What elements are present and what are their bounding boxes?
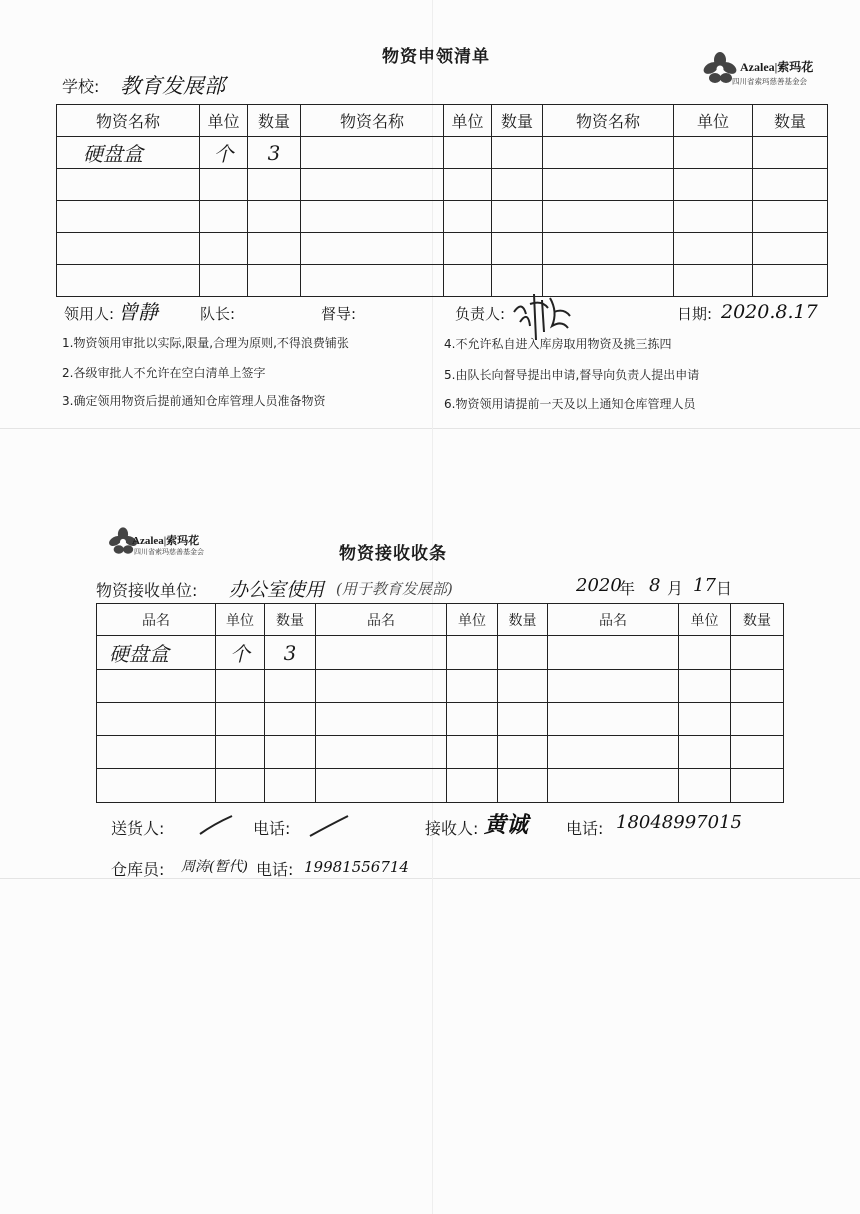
table-cell — [674, 201, 753, 233]
receiving-unit-value: 办公室使用 — [229, 579, 325, 601]
table-cell — [674, 169, 753, 201]
table-cell — [97, 736, 216, 769]
table-header-row — [57, 105, 828, 137]
table-cell — [731, 769, 784, 803]
table-cell — [200, 201, 248, 233]
column-header: 数量 — [498, 604, 548, 636]
deliverer-blank-slash — [196, 812, 236, 838]
table-cell — [679, 769, 731, 803]
fold-line — [0, 428, 860, 429]
deliverer-phone-blank-slash — [306, 812, 352, 840]
receiving-unit-note: (用于教育发展部) — [336, 580, 453, 598]
column-header: 单位 — [200, 105, 248, 137]
table-cell — [753, 201, 828, 233]
table-cell — [447, 769, 498, 803]
applicant-signature: 曾静 — [118, 300, 158, 324]
table-cell — [444, 201, 492, 233]
table-row — [57, 201, 828, 233]
table-cell — [265, 736, 316, 769]
logo-subtitle: 四川省索玛慈善基金会 — [732, 77, 807, 86]
column-header: 数量 — [265, 604, 316, 636]
column-header: 品名 — [316, 604, 447, 636]
table-cell — [543, 169, 674, 201]
table-cell — [301, 201, 444, 233]
table-cell — [498, 636, 548, 670]
deliverer-phone-label: 电话: — [253, 819, 291, 838]
table-cell — [97, 670, 216, 703]
foundation-logo — [700, 48, 830, 92]
table-cell — [301, 137, 444, 169]
receiver-label: 接收人: — [425, 819, 479, 838]
table-cell — [216, 670, 265, 703]
date-year: 2020 — [576, 575, 622, 596]
table-cell — [492, 137, 543, 169]
table-cell — [543, 137, 674, 169]
column-header: 数量 — [731, 604, 784, 636]
table-cell — [753, 169, 828, 201]
table-cell — [498, 703, 548, 736]
table-cell — [248, 201, 301, 233]
column-header: 数量 — [492, 105, 543, 137]
table-row — [57, 265, 828, 297]
column-header: 单位 — [444, 105, 492, 137]
table-cell — [301, 233, 444, 265]
table-cell — [316, 703, 447, 736]
column-header: 单位 — [674, 105, 753, 137]
logo-brand: Azalea|索玛花 — [740, 60, 814, 74]
table-cell — [265, 769, 316, 803]
table-cell — [731, 636, 784, 670]
table-cell — [753, 137, 828, 169]
table-cell — [674, 265, 753, 297]
table-cell: 硬盘盒 — [57, 137, 200, 169]
school-label: 学校: — [62, 77, 100, 96]
table-row — [57, 169, 828, 201]
manager-label: 负责人: — [455, 305, 506, 323]
receiving-unit-label: 物资接收单位: — [96, 581, 198, 600]
date-day-char: 日 — [716, 579, 733, 598]
foundation-logo — [106, 524, 236, 564]
table-cell — [57, 169, 200, 201]
receiver-phone-label: 电话: — [566, 819, 604, 838]
rule-note: 6.物资领用请提前一天及以上通知仓库管理人员 — [444, 397, 696, 411]
table-cell — [492, 233, 543, 265]
table-cell — [57, 233, 200, 265]
table-row — [57, 233, 828, 265]
table-cell — [248, 233, 301, 265]
deliverer-label: 送货人: — [111, 819, 165, 838]
table-cell — [498, 769, 548, 803]
table-cell — [316, 769, 447, 803]
warehouse-keeper-value: 周涛(暂代) — [181, 859, 248, 875]
table-row — [97, 736, 784, 769]
table-cell — [316, 736, 447, 769]
table-cell — [679, 736, 731, 769]
table-cell — [548, 703, 679, 736]
date-day: 17 — [693, 575, 716, 596]
column-header: 物资名称 — [57, 105, 200, 137]
table-cell — [248, 169, 301, 201]
table-cell — [447, 670, 498, 703]
table-cell — [679, 703, 731, 736]
table-cell — [447, 703, 498, 736]
table-cell: 个 — [216, 636, 265, 670]
table-cell — [674, 233, 753, 265]
warehouse-phone-label: 电话: — [256, 860, 294, 879]
table-cell — [753, 233, 828, 265]
column-header: 单位 — [679, 604, 731, 636]
table-cell — [200, 233, 248, 265]
table-cell — [301, 169, 444, 201]
table-cell — [543, 201, 674, 233]
table-cell — [97, 769, 216, 803]
table-cell — [492, 201, 543, 233]
receiver-phone-value: 18048997015 — [616, 812, 742, 833]
table-cell — [57, 201, 200, 233]
rule-note: 1.物资领用审批以实际,限量,合理为原则,不得浪费铺张 — [62, 336, 349, 350]
table-cell — [731, 736, 784, 769]
table-cell — [679, 670, 731, 703]
rule-note: 3.确定领用物资后提前通知仓库管理人员准备物资 — [62, 394, 326, 408]
table-cell — [679, 636, 731, 670]
date-value: 2020.8.17 — [721, 301, 818, 323]
table-cell: 个 — [200, 137, 248, 169]
table-row — [97, 636, 784, 670]
table-cell — [200, 265, 248, 297]
rule-note: 5.由队长向督导提出申请,督导向负责人提出申请 — [444, 368, 700, 382]
table-cell — [265, 703, 316, 736]
column-header: 物资名称 — [301, 105, 444, 137]
table-cell — [216, 736, 265, 769]
rule-note: 2.各级审批人不允许在空白清单上签字 — [62, 366, 266, 380]
warehouse-label: 仓库员: — [111, 860, 165, 879]
requisition-table — [56, 104, 828, 297]
table-cell — [674, 137, 753, 169]
table-cell: 硬盘盒 — [97, 636, 216, 670]
table-cell — [753, 265, 828, 297]
logo-subtitle: 四川省索玛慈善基金会 — [134, 548, 204, 556]
table-cell — [447, 736, 498, 769]
applicant-label: 领用人: — [64, 305, 115, 323]
receipt-title: 物资接收收条 — [339, 544, 447, 564]
column-header: 数量 — [248, 105, 301, 137]
table-cell — [57, 265, 200, 297]
column-header: 单位 — [216, 604, 265, 636]
table-header-row — [97, 604, 784, 636]
table-cell — [200, 169, 248, 201]
table-cell — [731, 670, 784, 703]
receiver-signature: 黄诚 — [484, 812, 529, 838]
table-cell — [548, 736, 679, 769]
table-cell — [444, 169, 492, 201]
table-cell — [265, 670, 316, 703]
table-cell — [444, 233, 492, 265]
table-row — [97, 703, 784, 736]
table-cell — [444, 137, 492, 169]
table-cell — [301, 265, 444, 297]
table-cell — [447, 636, 498, 670]
column-header: 数量 — [753, 105, 828, 137]
table-cell: 3 — [248, 137, 301, 169]
table-cell — [548, 769, 679, 803]
column-header: 品名 — [97, 604, 216, 636]
requisition-title: 物资申领清单 — [382, 47, 490, 67]
rule-note: 4.不允许私自进入库房取用物资及挑三拣四 — [444, 337, 672, 351]
table-cell — [444, 265, 492, 297]
table-cell — [248, 265, 301, 297]
table-cell: 3 — [265, 636, 316, 670]
table-row — [97, 670, 784, 703]
table-cell — [543, 233, 674, 265]
table-cell — [498, 736, 548, 769]
table-cell — [548, 670, 679, 703]
table-row — [97, 769, 784, 803]
table-cell — [216, 769, 265, 803]
table-row — [57, 137, 828, 169]
table-cell — [97, 703, 216, 736]
column-header: 品名 — [548, 604, 679, 636]
date-label: 日期: — [677, 305, 713, 323]
table-cell — [731, 703, 784, 736]
captain-label: 队长: — [200, 305, 236, 323]
date-month-char: 月 — [667, 579, 684, 598]
table-cell — [316, 636, 447, 670]
table-cell — [548, 636, 679, 670]
column-header: 物资名称 — [543, 105, 674, 137]
table-cell — [498, 670, 548, 703]
table-cell — [316, 670, 447, 703]
date-month: 8 — [649, 575, 661, 596]
logo-brand: Azalea|索玛花 — [132, 535, 200, 547]
receipt-table — [96, 603, 784, 803]
date-year-char: 年 — [619, 579, 636, 598]
supervisor-label: 督导: — [321, 305, 357, 323]
school-value: 教育发展部 — [120, 74, 225, 98]
column-header: 单位 — [447, 604, 498, 636]
table-cell — [216, 703, 265, 736]
warehouse-phone-value: 19981556714 — [304, 858, 409, 876]
table-cell — [492, 169, 543, 201]
